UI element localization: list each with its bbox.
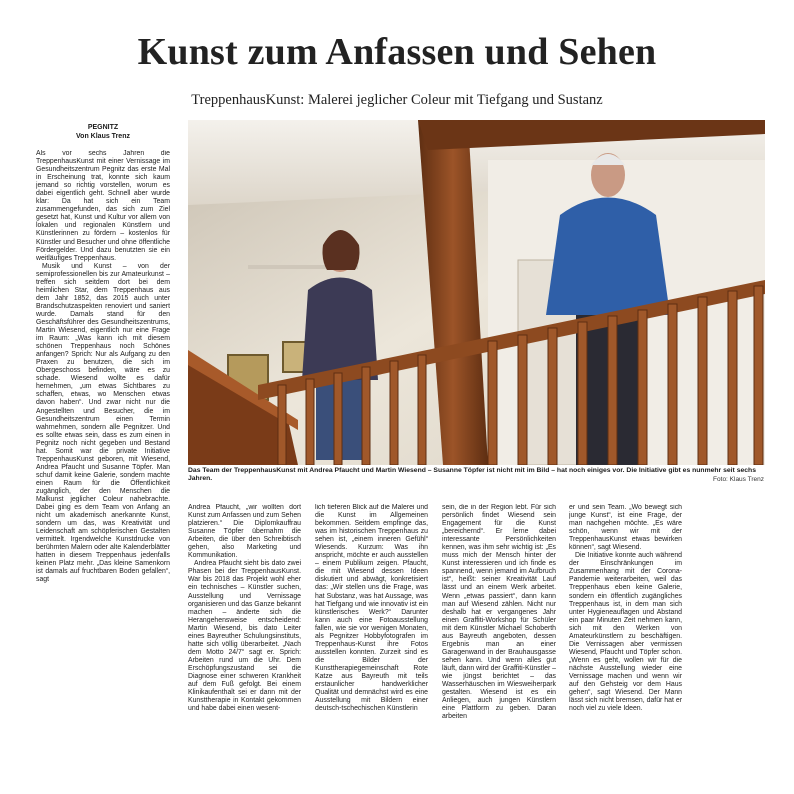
paragraph: Als vor sechs Jahren die TreppenhausKunst mit einer Vernissage im Gesundheitszentrum Pegnitz das erste Mal in Erscheinung trat, konnte sich kaum jemand so richtig vorstellen, worum es dabei eigentlich geht. Schnell aber wurde klar: Da hat sich ein Team zusammengefunden, das sich zum Ziel gesetzt hat, Kunst und Kultur vor allem von lokalen und regionalen Künstlern und Künstlerinnen zu fördern – kostenlos für Künstler und Besucher und ohne öffentliche Fördergelder. Und dazu benutzten sie ein weitläufiges Treppenhaus.	[36, 150, 170, 262]
paragraph: sein, die in der Region lebt. Für sich persönlich findet Wiesend sein Engagement für die Kunst „bereichernd“. Er lerne dabei interessante Persönlichkeiten kennen, was ihm sehr wichtig ist: „Es muss mich der Mensch hinter der Kunst interessieren und ich finde es spannend, wenn jemand im Aufbruch ist“, heißt: seiner Kreativität Lauf lässt und an einem Werk arbeitet. Wenn „etwas passiert“, dann kann man auf Wiesend zählen. Nicht nur deshalb hat er vergangenes Jahr einen Graffiti-Workshop für Schüler mit dem Künstler Michael Schoberth aus Bayreuth angeboten, dessen Ergebnis man an einer Garagenwand in der Brauhausgasse sehen kann. Und wenn alles gut läuft, dann wird der Graffiti-Künstler – wie jüngst berichtet – das Wasserhäuschen im Wiesweiherpark gestalten. Wiesend ist es ein Anliegen, auch jungen Künstlern eine Plattform zu geben. Daran arbeiten	[442, 504, 556, 721]
article-column-1	[36, 150, 170, 770]
byline	[36, 123, 170, 141]
photo-caption: Das Team der TreppenhausKunst mit Andrea Pfaucht und Martin Wiesend – Susanne Töpfer ist nicht mit im Bild – hat noch einiges vor. Die Initiative gibt es nunmehr seit sechs Jahren.	[188, 467, 756, 483]
paragraph: er und sein Team. „Wo bewegt sich junge Kunst“, ist eine Frage, der man nachgehen möchte. „Es wäre schön, wenn wir mit der TreppenhausKunst etwas bewirken können“, sagt Wiesend.	[569, 504, 682, 552]
paragraph: Musik und Kunst – von der semiprofessionellen bis zur Amateurkunst – treffen sich seitdem dort bei dem heimlichen Star, dem Treppenhaus aus dem Jahr 1852, das 2015 auch unter Brandschutzaspekten renoviert und saniert wurde. Damals stand für den Geschäftsführer des Gesundheitszentrums, Martin Wiesend, eigentlich nur eine Frage im Raum: „Was kann ich mit diesem schönen Treppenhaus noch Schönes anfangen? Sprich: Nur als Aufgang zu den Praxen zu benutzen, die sich im Obergeschoss befinden, wäre es zu schade. Wiesend wollte es dafür hernehmen, „um etwas Sichtbares zu schaffen, etwas, wo Menschen etwas davon haben“. Und zwar nicht nur die Angestellten und Besucher, die im Gesundheitszentrum einen Termin wahrnehmen, sondern alle Pegnitzer. Und es sollte etwas sein, dass es zum einen in Pegnitz noch nicht gegeben und Bestand hat. Somit war die private Initiative TreppenhausKunst geboren, mit Wiesend, Andrea Pfaucht und Susanne Töpfer. Man schuf damit keine Galerie, sondern machte einen Raum für die Öffentlichkeit zugänglich, der den Menschen die Malkunst jeglicher Coleur nahebrachte. Dabei ging es dem Team von Anfang an nicht um akademisch anerkannte Kunst, sondern um das, was Kreativität und Leidenschaft am schöpferischen Gestalten vermittelt. Irgendwelche Kunstdrucke von berühmten Malern oder alte Kalenderblätter hatten in diesem Treppenhaus jedenfalls keinen Platz mehr. „Das kleine Samenkorn ist damals auf fruchtbaren Boden gefallen“, sagt	[36, 262, 170, 584]
photo-credit: Foto: Klaus Trenz	[713, 476, 764, 483]
article-column-2	[188, 504, 301, 770]
byline-place: PEGNITZ	[87, 124, 119, 131]
paragraph: Die Initiative konnte auch während der Einschränkungen im Zusammenhang mit der Corona-Pandemie weiterarbeiten, weil das Treppenhaus eben keine Galerie, sondern ein öffentlich zugängliches Treppenhaus ist, in dem man sich unter Hygieneauflagen und Abstand ein paar Minuten Zeit nehmen kann, sich mit den Werken von Amateurkünstlern zu beschäftigen. Die Vernissagen aber vermissen Wiesend, Pfaucht und Töpfer schon. „Wenn es geht, wollen wir für die nächste Ausstellung wieder eine Vernissage machen und wenn wir auf den Gehsteig vor dem Haus gehen“, sagt Wiesend. Der Mann lässt sich nicht bremsen, dafür hat er noch viel zu viele Ideen.	[569, 552, 682, 713]
article-column-3	[315, 504, 428, 770]
headline: Kunst zum Anfassen und Sehen	[137, 31, 657, 73]
article-column-5	[569, 504, 682, 770]
article-photo	[188, 120, 765, 465]
byline-author: Von Klaus Trenz	[76, 133, 130, 140]
paragraph: Andrea Pfaucht, „wir wollten dort Kunst zum Anfassen und zum Sehen platzieren.“ Die Diplomkauffrau Susanne Töpfer übernahm die Arbeiten, die über den Schreibtisch gehen, also Marketing und Kommunikation.	[188, 504, 301, 560]
paragraph: Andrea Pfaucht sieht bis dato zwei Phasen bei der TreppenhausKunst. War bis 2018 das Projekt wohl eher ein technisches – Künstler suchen, Ausstellung und Vernissage organisieren und das Ganze bekannt machen – änderte sich die Herangehensweise entscheidend: Martin Wiesend, bis dato Leiter eines Bayreuther Schulungsinstituts, hatte sich völlig überarbeitet. „Nach dem Motto 24/7“ sagt er. Sprich: Arbeiten rund um die Uhr. Dem Erschöpfungszustand sei die Diagnose einer schweren Krankheit auf dem Fuß gefolgt. Bei einem Klinikaufenthalt sei er dann mit der Kunsttherapie in Kontakt gekommen und habe dabei einen wesent-	[188, 560, 301, 713]
subheadline: TreppenhausKunst: Malerei jeglicher Coleur mit Tiefgang und Sustanz	[191, 92, 603, 108]
photo-staircase-team	[188, 120, 765, 465]
article-column-4	[442, 504, 556, 770]
paragraph: lich tieferen Blick auf die Malerei und die Kunst im Allgemeinen bekommen. Seitdem empfinge das, was im historischen Treppenhaus zu sehen ist, „einem inneren Gefühl“ Wiesends. Kurzum: Was ihn anspricht, möchte er auch ausstellen – einem Publikum zeigen. Pfaucht, die mit Wiesend dessen Ideen diskutiert und abwägt, konkretisiert das: „Wir stellen uns die Frage, was hat Substanz, was hat Aussage, was hat Tiefgang und wie innovativ ist ein künstlerisches Werk?“ Darunter kann auch eine Fotoausstellung fallen, wie sie vor wenigen Monaten, als Pegnitzer Hobbyfotografen im Treppenhaus-Kunst ihre Fotos ausstellen konnten. Zurzeit sind es die Bilder der Kunsttherapiegemeinschaft Rote Katze aus Bayreuth mit teils erstaunlicher handwerklicher Qualität und demnächst wird es eine Ausstellung mit Bildern einer deutsch-tschechischen Künstlerin	[315, 504, 428, 713]
